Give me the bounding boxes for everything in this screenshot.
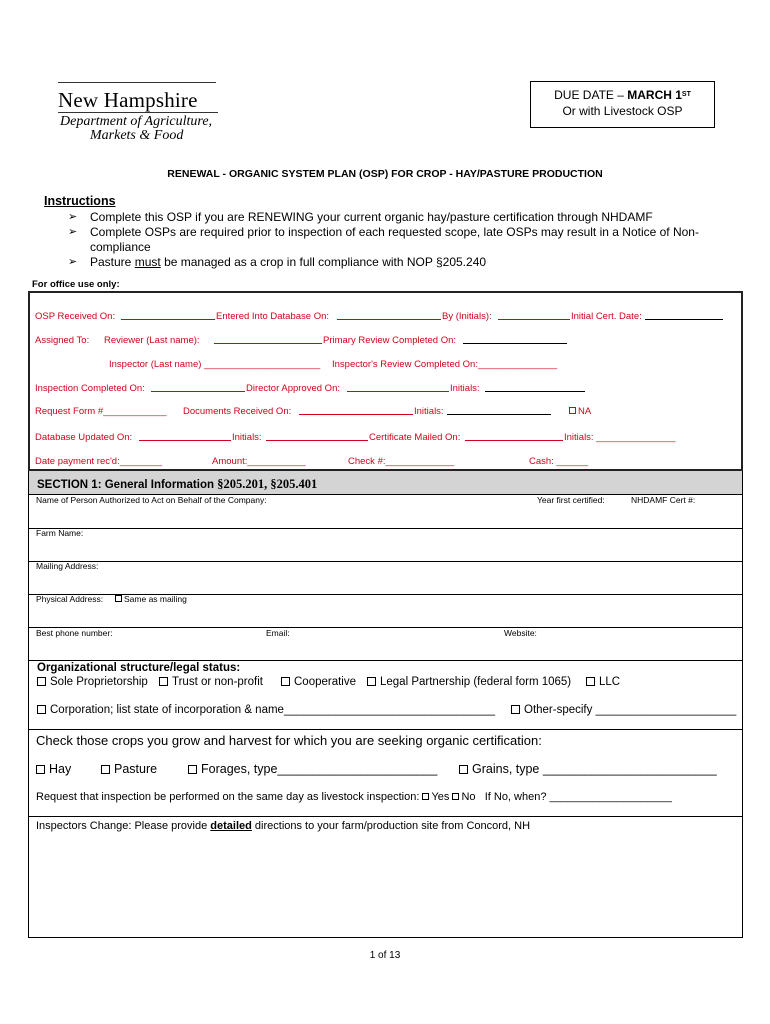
instruction-text: Complete this OSP if you are RENEWING your current organic hay/pasture certification through NHDAMF (90, 210, 653, 224)
forages-label: Forages, type_______________________ (201, 762, 438, 776)
cert-mailed-label: Certificate Mailed On: (369, 432, 461, 443)
row-physical-address[interactable] (28, 594, 743, 628)
sole-proprietorship-checkbox[interactable] (37, 676, 148, 688)
row-mailing-address[interactable] (28, 561, 743, 595)
due-sup: ST (681, 91, 691, 98)
instructions-heading: Instructions (44, 194, 116, 208)
sole-proprietorship-label: Sole Proprietorship (50, 676, 148, 688)
section1-header (28, 471, 743, 495)
nhdamf-cert-label: NHDAMF Cert #: (631, 495, 696, 505)
logo-rule (58, 82, 216, 83)
db-updated-label: Database Updated On: (35, 432, 133, 443)
initials-label: Initials: (450, 383, 480, 394)
llc-checkbox[interactable] (586, 676, 620, 688)
corporation-label: Corporation; list state of incorporation & name_________________________________ (50, 704, 496, 716)
check-label[interactable]: Check #:_____________ (348, 456, 455, 467)
farm-name-label: Farm Name: (36, 528, 84, 538)
cooperative-label: Cooperative (294, 676, 357, 688)
cooperative-checkbox[interactable] (281, 676, 356, 688)
grains-label: Grains, type _________________________ (472, 762, 717, 776)
trust-checkbox[interactable] (159, 676, 263, 688)
initials-field[interactable] (266, 432, 368, 444)
same-day-label: Request that inspection be performed on the same day as livestock inspection: (36, 791, 423, 803)
osp-received-label: OSP Received On: (35, 311, 116, 322)
same-as-mailing-checkbox[interactable] (115, 594, 187, 604)
logo-underline (58, 112, 218, 113)
office-use-heading: For office use only: (32, 279, 120, 290)
crops-heading: Check those crops you grow and harvest for which you are seeking organic certification: (36, 733, 542, 748)
instruction-item (68, 210, 718, 225)
physical-address-label: Physical Address: (36, 594, 104, 604)
na-checkbox[interactable] (569, 406, 591, 417)
logo-state: New Hampshire (58, 88, 198, 112)
crops-box (28, 729, 743, 817)
primary-review-label: Primary Review Completed On: (323, 335, 457, 346)
due-line2: Or with Livestock OSP (562, 104, 683, 118)
initials-field-2[interactable]: Initials: _______________ (564, 432, 676, 443)
due-prefix: DUE DATE – (554, 88, 628, 102)
no-checkbox[interactable] (452, 791, 475, 803)
logo-markets: Markets & Food (90, 128, 184, 143)
instruction-text: be managed as a crop in full compliance with NOP §205.240 (164, 255, 487, 269)
year-first-label: Year first certified: (537, 495, 605, 505)
yes-label: Yes (431, 791, 450, 803)
reviewer-label: Reviewer (Last name): (104, 335, 200, 346)
by-initials-field[interactable] (498, 311, 570, 323)
same-as-mailing-label: Same as mailing (124, 594, 187, 604)
org-structure-box (28, 660, 743, 730)
instructions-list (68, 210, 718, 270)
arrow-bullet-icon: ➢ (68, 211, 78, 223)
initial-cert-field[interactable] (645, 311, 723, 323)
legal-partnership-checkbox[interactable] (367, 676, 571, 688)
osp-received-field[interactable] (121, 311, 215, 323)
director-approved-field[interactable] (347, 383, 449, 395)
na-label: NA (578, 406, 592, 417)
row-farm-name[interactable] (28, 528, 743, 562)
forages-checkbox[interactable] (188, 762, 437, 776)
cert-mailed-field[interactable] (465, 432, 563, 444)
org-heading: Organizational structure/legal status: (37, 662, 241, 674)
directions-emphasis: detailed (210, 820, 252, 832)
directions-box[interactable] (28, 816, 743, 938)
grains-checkbox[interactable] (459, 762, 717, 776)
corporation-checkbox[interactable] (37, 704, 495, 716)
inspection-completed-label: Inspection Completed On: (35, 383, 145, 394)
docs-received-field[interactable] (299, 406, 413, 418)
row-authorized-person[interactable] (28, 495, 743, 529)
row-contact[interactable] (28, 627, 743, 661)
director-approved-label: Director Approved On: (246, 383, 340, 394)
initials-field[interactable] (485, 383, 585, 395)
reviewer-field[interactable] (214, 335, 322, 347)
by-initials-label: By (Initials): (442, 311, 492, 322)
mailing-address-label: Mailing Address: (36, 561, 99, 571)
authorized-person-label: Name of Person Authorized to Act on Behalf of the Company: (36, 495, 267, 505)
instruction-prefix: Pasture (90, 255, 135, 269)
pasture-checkbox[interactable] (101, 762, 157, 776)
hay-checkbox[interactable] (36, 762, 71, 776)
arrow-bullet-icon: ➢ (68, 226, 78, 238)
docs-received-label: Documents Received On: (183, 406, 292, 417)
initials-label: Initials: (414, 406, 444, 417)
primary-review-field[interactable] (463, 335, 567, 347)
office-use-box (28, 291, 743, 471)
inspection-completed-field[interactable] (151, 383, 245, 395)
logo-dept: Department of Agriculture, (60, 114, 213, 129)
initials-field[interactable] (447, 406, 551, 418)
directions-prefix: Inspectors Change: Please provide (36, 820, 211, 832)
initials-label: Initials: (232, 432, 262, 443)
instruction-item (68, 225, 718, 255)
legal-partnership-label: Legal Partnership (federal form 1065) (380, 676, 572, 688)
due-date: MARCH 1 (627, 88, 682, 102)
inspector-label[interactable]: Inspector (Last name) ______________________ (109, 359, 321, 370)
email-label: Email: (266, 628, 290, 638)
amount-label[interactable]: Amount:___________ (212, 456, 306, 467)
nhdamf-logo (52, 82, 222, 143)
section1-title: SECTION 1: General Information (37, 479, 218, 491)
instruction-text: Complete OSPs are required prior to inspection of each requested scope, late OSPs may result in a Notice of Non-compliance (90, 225, 699, 254)
yes-checkbox[interactable] (422, 791, 449, 803)
arrow-bullet-icon: ➢ (68, 256, 78, 268)
website-label: Website: (504, 628, 537, 638)
other-label: Other-specify ______________________ (524, 704, 737, 716)
directions-prompt (36, 820, 530, 832)
due-date-box (530, 81, 715, 128)
llc-label: LLC (599, 676, 621, 688)
page-number: 1 of 13 (369, 950, 401, 961)
section1-citation: §205.201, §205.401 (217, 477, 318, 491)
request-form-label[interactable]: Request Form #____________ (35, 406, 167, 417)
db-updated-field[interactable] (139, 432, 231, 444)
no-label: No (461, 791, 476, 803)
initial-cert-label: Initial Cert. Date: (571, 311, 642, 322)
pasture-label: Pasture (114, 762, 158, 776)
directions-suffix: directions to your farm/production site from Concord, NH (251, 820, 531, 832)
phone-label: Best phone number: (36, 628, 113, 638)
same-day-row (36, 791, 672, 803)
form-title: RENEWAL - ORGANIC SYSTEM PLAN (OSP) FOR CROP - HAY/PASTURE PRODUCTION (167, 168, 603, 180)
instruction-item (68, 255, 718, 270)
assigned-to-label: Assigned To: (35, 335, 90, 346)
entered-db-field[interactable] (337, 311, 441, 323)
date-payment-label[interactable]: Date payment rec'd:________ (35, 456, 162, 467)
trust-label: Trust or non-profit (172, 676, 263, 688)
other-checkbox[interactable] (511, 704, 736, 716)
if-no-when-field[interactable]: If No, when? ____________________ (484, 791, 672, 803)
entered-db-label: Entered Into Database On: (216, 311, 330, 322)
inspector-review-label[interactable]: Inspector's Review Completed On:_______________ (332, 359, 558, 370)
cash-label[interactable]: Cash: ______ (529, 456, 589, 467)
hay-label: Hay (49, 762, 72, 776)
instruction-emphasis: must (134, 255, 161, 269)
